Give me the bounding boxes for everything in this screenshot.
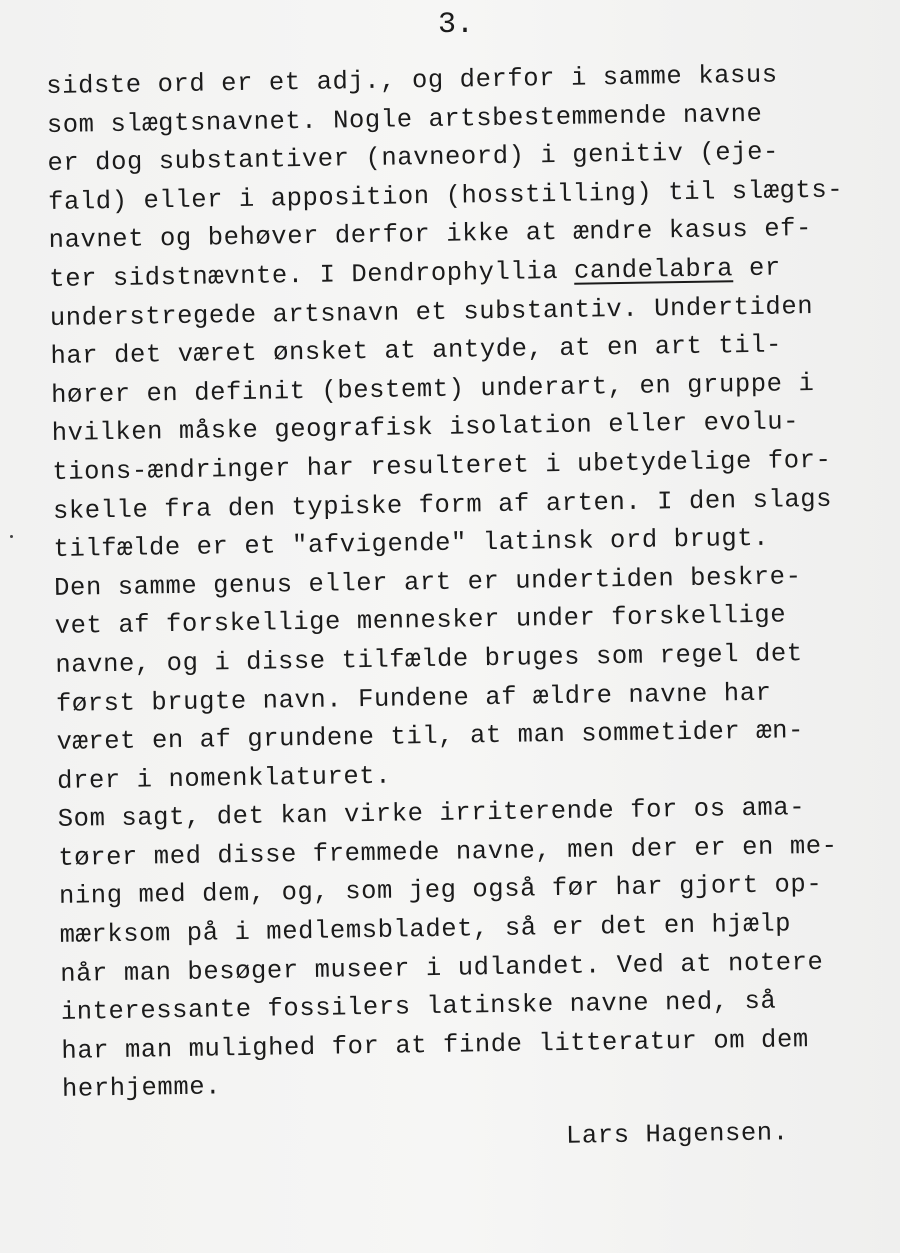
underlined-species-name: candelabra <box>573 254 734 286</box>
text-segment: herhjemme. <box>61 1072 222 1105</box>
text-segment: først brugte navn. Fundene af ældre navne har <box>55 678 772 719</box>
text-segment: fald) eller i apposition (hosstilling) til slægts- <box>47 175 844 217</box>
text-segment: hører en definit (bestemt) underart, en gruppe i <box>50 368 815 410</box>
text-segment: som slægtsnavnet. Nogle artsbestemmende navne <box>46 99 763 140</box>
text-segment: skelle fra den typiske form af arten. I den slags <box>52 484 833 526</box>
text-segment: understregede artsnavn et substantiv. Undertiden <box>49 291 814 333</box>
text-segment: har man mulighed for at finde litteratur om dem <box>61 1024 810 1066</box>
text-segment: ning med dem, og, som jeg også før har gjort op- <box>58 870 823 912</box>
text-segment: navne, og i disse tilfælde bruges som regel det <box>55 639 803 680</box>
text-segment: drer i nomenklaturet. <box>56 761 392 796</box>
signature: Lars Hagensen. <box>565 1118 789 1151</box>
text-segment: hvilken måske geografisk isolation eller evolu- <box>51 407 800 449</box>
text-segment: har det været ønsket at antyde, at en art til- <box>50 330 783 372</box>
text-segment: er dog substantiver (navneord) i genitiv (eje- <box>47 137 780 179</box>
text-segment: tører med disse fremmede navne, men der er en me- <box>58 831 838 873</box>
text-segment: Som sagt, det kan virke irriterende for os ama- <box>57 793 806 835</box>
text-segment: tilfælde er et "afvigende" latinsk ord brugt. <box>53 523 770 565</box>
text-segment: mærksom på i medlemsbladet, så er det en hjælp <box>59 909 792 950</box>
text-segment: navnet og behøver derfor ikke at ændre kasus ef- <box>48 214 813 256</box>
text-segment: ter sidstnævnte. I Dendrophyllia <box>49 256 575 294</box>
text-segment: Den samme genus eller art er undertiden beskre- <box>53 561 802 603</box>
text-segment: er <box>732 253 782 284</box>
text-segment: tions-ændringer har resulteret i ubetydelige for- <box>52 445 832 487</box>
body-text <box>46 55 862 1109</box>
text-segment: når man besøger museer i udlandet. Ved at notere <box>60 947 824 989</box>
text-segment: vet af forskellige mennesker under forskellige <box>54 600 787 642</box>
paper-speck <box>10 535 13 538</box>
page-number: 3. <box>438 8 475 42</box>
text-segment: sidste ord er et adj., og derfor i samme kasus <box>46 60 778 101</box>
text-segment: interessante fossilers latinske navne ned, så <box>60 986 777 1028</box>
text-segment: været en af grundene til, at man sommetider æn- <box>56 716 805 758</box>
